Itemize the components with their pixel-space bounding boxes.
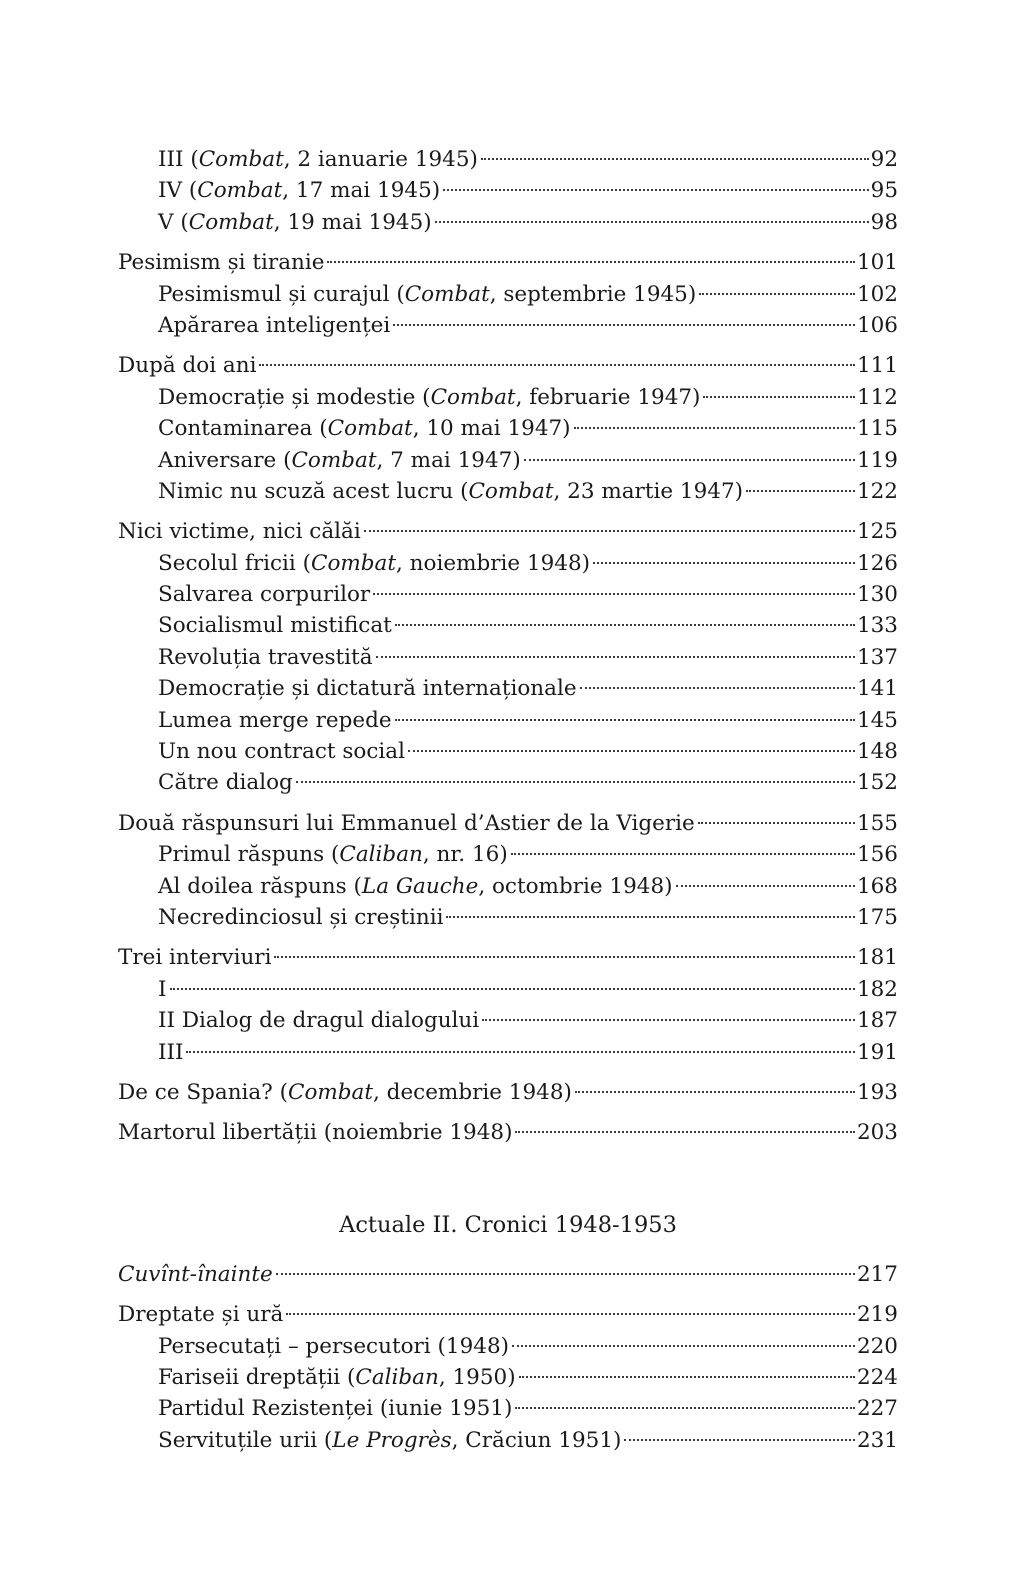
- toc-entry-page-number: 122: [856, 478, 898, 504]
- toc-entry: [118, 247, 898, 278]
- toc-entry-title-text: Un nou contract social: [158, 739, 405, 765]
- dot-leader: [170, 988, 855, 990]
- toc-entry-title: [118, 1117, 512, 1148]
- toc-entry: [118, 1299, 898, 1330]
- toc-entry-title-text: Democrație și dictatură internaționale: [158, 676, 577, 702]
- toc-entry-title-suffix: , septembrie 1945): [489, 281, 697, 307]
- toc-entry-publication: Caliban: [355, 1364, 439, 1390]
- toc-entry-title: [118, 516, 361, 547]
- toc-entry-page-number: 168: [856, 873, 898, 899]
- toc-entry-page-number: 203: [856, 1120, 898, 1146]
- toc-entry-title-text: Lumea merge repede: [158, 707, 392, 733]
- toc-entry-page-number: 156: [856, 842, 898, 868]
- toc-entry-title-text: De ce Spania? (: [118, 1079, 288, 1105]
- dot-leader: [373, 593, 855, 595]
- toc-entry-page-number: 193: [856, 1079, 898, 1105]
- dot-leader: [443, 189, 868, 191]
- toc-entry-title-text: Nici victime, nici călăi: [118, 519, 361, 545]
- toc-entry-page-number: 175: [856, 904, 898, 930]
- toc-entry: [118, 350, 898, 381]
- dot-leader: [395, 719, 855, 721]
- dot-leader: [580, 687, 855, 689]
- toc-entry: [118, 942, 898, 973]
- dot-leader: [511, 853, 855, 855]
- table-of-contents: [118, 144, 898, 1456]
- toc-entry: [118, 902, 898, 933]
- toc-entry-page-number: 125: [856, 519, 898, 545]
- toc-entry: [118, 413, 898, 444]
- toc-entry-page-number: 187: [856, 1008, 898, 1034]
- toc-entry: [118, 642, 898, 673]
- toc-entry: [118, 736, 898, 767]
- toc-entry-title: [158, 144, 478, 175]
- toc-entry-title: [158, 974, 167, 1005]
- dot-leader: [746, 490, 855, 492]
- dot-leader: [296, 781, 855, 783]
- dot-leader: [364, 530, 855, 532]
- toc-entry-title-suffix: , 2 ianuarie 1945): [283, 147, 478, 172]
- toc-entry-title-text: Nimic nu scuză acest lucru (: [158, 478, 469, 504]
- toc-entry: [118, 839, 898, 870]
- toc-entry-title: [158, 476, 743, 507]
- toc-entry-title-suffix: , noiembrie 1948): [396, 550, 591, 576]
- toc-entry-page-number: 115: [856, 416, 898, 442]
- toc-entry-title-text: Servituțile urii (: [158, 1427, 333, 1453]
- toc-entry: [118, 1117, 898, 1148]
- toc-entry-title: [158, 610, 392, 641]
- toc-entry-publication: Combat: [311, 550, 397, 576]
- toc-entry-title-text: IV (: [158, 178, 198, 204]
- toc-entry: [118, 445, 898, 476]
- toc-entry-title: [158, 1005, 479, 1036]
- dot-leader: [703, 396, 855, 398]
- toc-entry-page-number: 98: [870, 209, 898, 235]
- toc-entry-publication: Combat: [404, 281, 490, 307]
- dot-leader: [446, 916, 855, 918]
- toc-entry-title: [118, 247, 324, 278]
- toc-entry-publication: Cuvînt-înainte: [118, 1261, 273, 1287]
- toc-entry-title: [158, 1362, 516, 1393]
- toc-entry-title-text: III (: [158, 147, 199, 172]
- dot-leader: [524, 459, 855, 461]
- toc-entry: [118, 144, 898, 175]
- toc-entry-page-number: 148: [856, 739, 898, 765]
- toc-entry: [118, 610, 898, 641]
- toc-entry-title-suffix: , 7 mai 1947): [376, 447, 521, 473]
- toc-entry-page-number: 182: [856, 976, 898, 1002]
- toc-entry-title-suffix: , octombrie 1948): [478, 873, 673, 899]
- toc-entry-title: [158, 871, 673, 902]
- toc-entry-page-number: 217: [856, 1261, 898, 1287]
- toc-entry-page-number: 227: [856, 1396, 898, 1422]
- toc-entry-title-suffix: , nr. 16): [422, 842, 508, 868]
- dot-leader: [698, 822, 855, 824]
- toc-entry-publication: Combat: [288, 1079, 374, 1105]
- toc-entry-title: [158, 642, 373, 673]
- toc-entry-title: [118, 1299, 283, 1330]
- toc-entry: [118, 516, 898, 547]
- toc-entry-title: [158, 413, 571, 444]
- toc-entry-page-number: 224: [856, 1364, 898, 1390]
- toc-entry-title: [158, 279, 696, 310]
- toc-entry: [118, 476, 898, 507]
- toc-entry-page-number: 231: [856, 1427, 898, 1453]
- toc-entry: [118, 1362, 898, 1393]
- dot-leader: [376, 656, 855, 658]
- toc-entry-title: [158, 382, 700, 413]
- toc-entry-title-text: Către dialog: [158, 770, 293, 796]
- toc-entry-title-suffix: , decembrie 1948): [373, 1079, 572, 1105]
- toc-entry-publication: Le Progrès: [332, 1427, 452, 1453]
- toc-entry-title-suffix: , februarie 1947): [515, 384, 701, 410]
- toc-entry-page-number: 145: [856, 707, 898, 733]
- toc-entry-title: [158, 175, 440, 206]
- toc-entry-title: [118, 808, 695, 839]
- dot-leader: [699, 293, 855, 295]
- toc-entry: [118, 579, 898, 610]
- toc-entry: [118, 548, 898, 579]
- toc-entry-title-text: După doi ani: [118, 353, 257, 379]
- toc-entry-page-number: 152: [856, 770, 898, 796]
- toc-entry-page-number: 133: [856, 613, 898, 639]
- dot-leader: [515, 1131, 854, 1133]
- dot-leader: [515, 1407, 855, 1409]
- toc-entry-title-text: Martorul libertății (noiembrie 1948): [118, 1120, 513, 1146]
- dot-leader: [574, 427, 855, 429]
- toc-entry-title-text: Dreptate și ură: [118, 1302, 284, 1328]
- toc-entry-title: [118, 350, 256, 381]
- dot-leader: [676, 885, 855, 887]
- toc-entry-title: [118, 1259, 273, 1290]
- toc-entry-page-number: 92: [870, 147, 898, 172]
- toc-entry: [118, 1259, 898, 1290]
- toc-entry-title-text: Primul răspuns (: [158, 842, 340, 868]
- dot-leader: [393, 324, 855, 326]
- toc-entry-title: [118, 1077, 572, 1108]
- toc-entry: [118, 1331, 898, 1362]
- toc-entry-page-number: 112: [856, 384, 898, 410]
- toc-entry-page-number: 101: [856, 250, 898, 276]
- toc-entry-page-number: 119: [856, 447, 898, 473]
- toc-entry-page-number: 126: [856, 550, 898, 576]
- toc-entry: [118, 1425, 898, 1456]
- toc-entry-title-text: Apărarea inteligenței: [158, 312, 391, 338]
- toc-entry-title: [158, 1425, 621, 1456]
- toc-entry-page-number: 191: [856, 1039, 898, 1065]
- toc-entry-title: [158, 207, 432, 238]
- toc-entry-title-text: Democrație și modestie (: [158, 384, 431, 410]
- toc-entry-title: [158, 1037, 183, 1068]
- toc-entry-page-number: 219: [856, 1302, 898, 1328]
- toc-entry: [118, 382, 898, 413]
- toc-entry-title-text: Aniversare (: [158, 447, 292, 473]
- toc-entry-title-text: Partidul Rezistenței (iunie 1951): [158, 1396, 513, 1422]
- toc-entry: [118, 705, 898, 736]
- toc-entry-title: [158, 1393, 512, 1424]
- toc-entry-title-text: II Dialog de dragul dialogului: [158, 1008, 480, 1034]
- toc-entry-title-suffix: , 19 mai 1945): [273, 209, 432, 235]
- toc-entry-publication: Caliban: [339, 842, 423, 868]
- toc-entry-title: [158, 548, 590, 579]
- toc-entry: [118, 1037, 898, 1068]
- toc-entry-title-suffix: , 17 mai 1945): [282, 178, 441, 204]
- toc-entry-title-text: Al doilea răspuns (: [158, 873, 362, 899]
- toc-entry-title-suffix: , 23 martie 1947): [553, 478, 744, 504]
- toc-entry-title-text: Necredinciosul și creștinii: [158, 904, 444, 930]
- toc-entry-page-number: 155: [856, 810, 898, 836]
- toc-entry-page-number: 137: [856, 644, 898, 670]
- dot-leader: [259, 364, 854, 366]
- toc-entry-page-number: 95: [870, 178, 898, 204]
- toc-list: [118, 1259, 898, 1456]
- toc-entry-title-suffix: , 10 mai 1947): [412, 416, 571, 442]
- dot-leader: [624, 1439, 855, 1441]
- dot-leader: [186, 1051, 854, 1053]
- toc-entry-title: [158, 839, 508, 870]
- toc-entry-page-number: 220: [856, 1333, 898, 1359]
- toc-entry-title-text: Două răspunsuri lui Emmanuel d’Astier de la Vigerie: [118, 810, 695, 836]
- toc-entry-publication: La Gauche: [361, 873, 479, 899]
- toc-entry-page-number: 102: [856, 281, 898, 307]
- toc-entry-publication: Combat: [468, 478, 554, 504]
- toc-entry-publication: Combat: [430, 384, 516, 410]
- toc-entry-title: [158, 445, 521, 476]
- toc-entry-title: [158, 736, 405, 767]
- toc-entry-title-text: Revoluția travestită: [158, 644, 373, 670]
- toc-entry-publication: Combat: [197, 178, 283, 204]
- toc-entry-title: [158, 579, 370, 610]
- toc-entry-title-text: Persecutați – persecutori (1948): [158, 1333, 510, 1359]
- toc-entry-title-text: I: [158, 976, 167, 1002]
- toc-entry-title-suffix: , 1950): [438, 1364, 516, 1390]
- toc-entry: [118, 808, 898, 839]
- toc-entry: [118, 767, 898, 798]
- toc-entry: [118, 871, 898, 902]
- toc-entry: [118, 310, 898, 341]
- dot-leader: [593, 562, 855, 564]
- toc-entry-title-text: V (: [158, 209, 189, 235]
- toc-entry-page-number: 106: [856, 312, 898, 338]
- toc-entry-title-text: Fariseii dreptății (: [158, 1364, 356, 1390]
- toc-entry-title-text: Secolul fricii (: [158, 550, 311, 576]
- toc-entry-publication: Combat: [291, 447, 377, 473]
- toc-entry-title: [158, 1331, 509, 1362]
- dot-leader: [286, 1313, 855, 1315]
- toc-entry-title-text: Trei interviuri: [118, 945, 272, 971]
- toc-entry-title: [158, 767, 293, 798]
- toc-entry-title-text: III: [158, 1039, 184, 1065]
- toc-entry-title-text: Pesimism și tiranie: [118, 250, 325, 276]
- toc-entry: [118, 279, 898, 310]
- dot-leader: [519, 1376, 855, 1378]
- toc-entry: [118, 1077, 898, 1108]
- toc-entry-publication: Combat: [327, 416, 413, 442]
- toc-entry: [118, 207, 898, 238]
- toc-entry-publication: Combat: [188, 209, 274, 235]
- section-heading: Actuale II. Cronici 1948-1953: [339, 1211, 677, 1238]
- toc-entry-title: [118, 942, 271, 973]
- toc-entry-title-text: Salvarea corpurilor: [158, 582, 371, 608]
- dot-leader: [327, 261, 854, 263]
- toc-entry-title-text: Contaminarea (: [158, 416, 328, 442]
- dot-leader: [435, 221, 869, 223]
- toc-entry: [118, 1005, 898, 1036]
- toc-entry-title: [158, 705, 392, 736]
- dot-leader: [575, 1091, 855, 1093]
- toc-entry: [118, 175, 898, 206]
- toc-entry-page-number: 130: [856, 582, 898, 608]
- toc-entry-page-number: 141: [856, 676, 898, 702]
- dot-leader: [481, 158, 869, 160]
- dot-leader: [482, 1019, 855, 1021]
- toc-entry-title-text: Socialismul mistificat: [158, 613, 392, 639]
- toc-entry-page-number: 111: [856, 353, 898, 379]
- dot-leader: [512, 1345, 855, 1347]
- toc-entry-page-number: 181: [856, 945, 898, 971]
- toc-entry: [118, 1393, 898, 1424]
- dot-leader: [276, 1273, 855, 1275]
- toc-entry-title: [158, 673, 577, 704]
- toc-entry-title: [158, 310, 390, 341]
- dot-leader: [395, 624, 855, 626]
- toc-entry-publication: Combat: [198, 147, 284, 172]
- dot-leader: [408, 750, 855, 752]
- toc-entry-title-text: Pesimismul și curajul (: [158, 281, 405, 307]
- toc-entry: [118, 974, 898, 1005]
- dot-leader: [274, 956, 855, 958]
- toc-entry-title: [158, 902, 443, 933]
- toc-list: [118, 144, 898, 1149]
- toc-entry-title-suffix: , Crăciun 1951): [451, 1427, 622, 1453]
- toc-entry: [118, 673, 898, 704]
